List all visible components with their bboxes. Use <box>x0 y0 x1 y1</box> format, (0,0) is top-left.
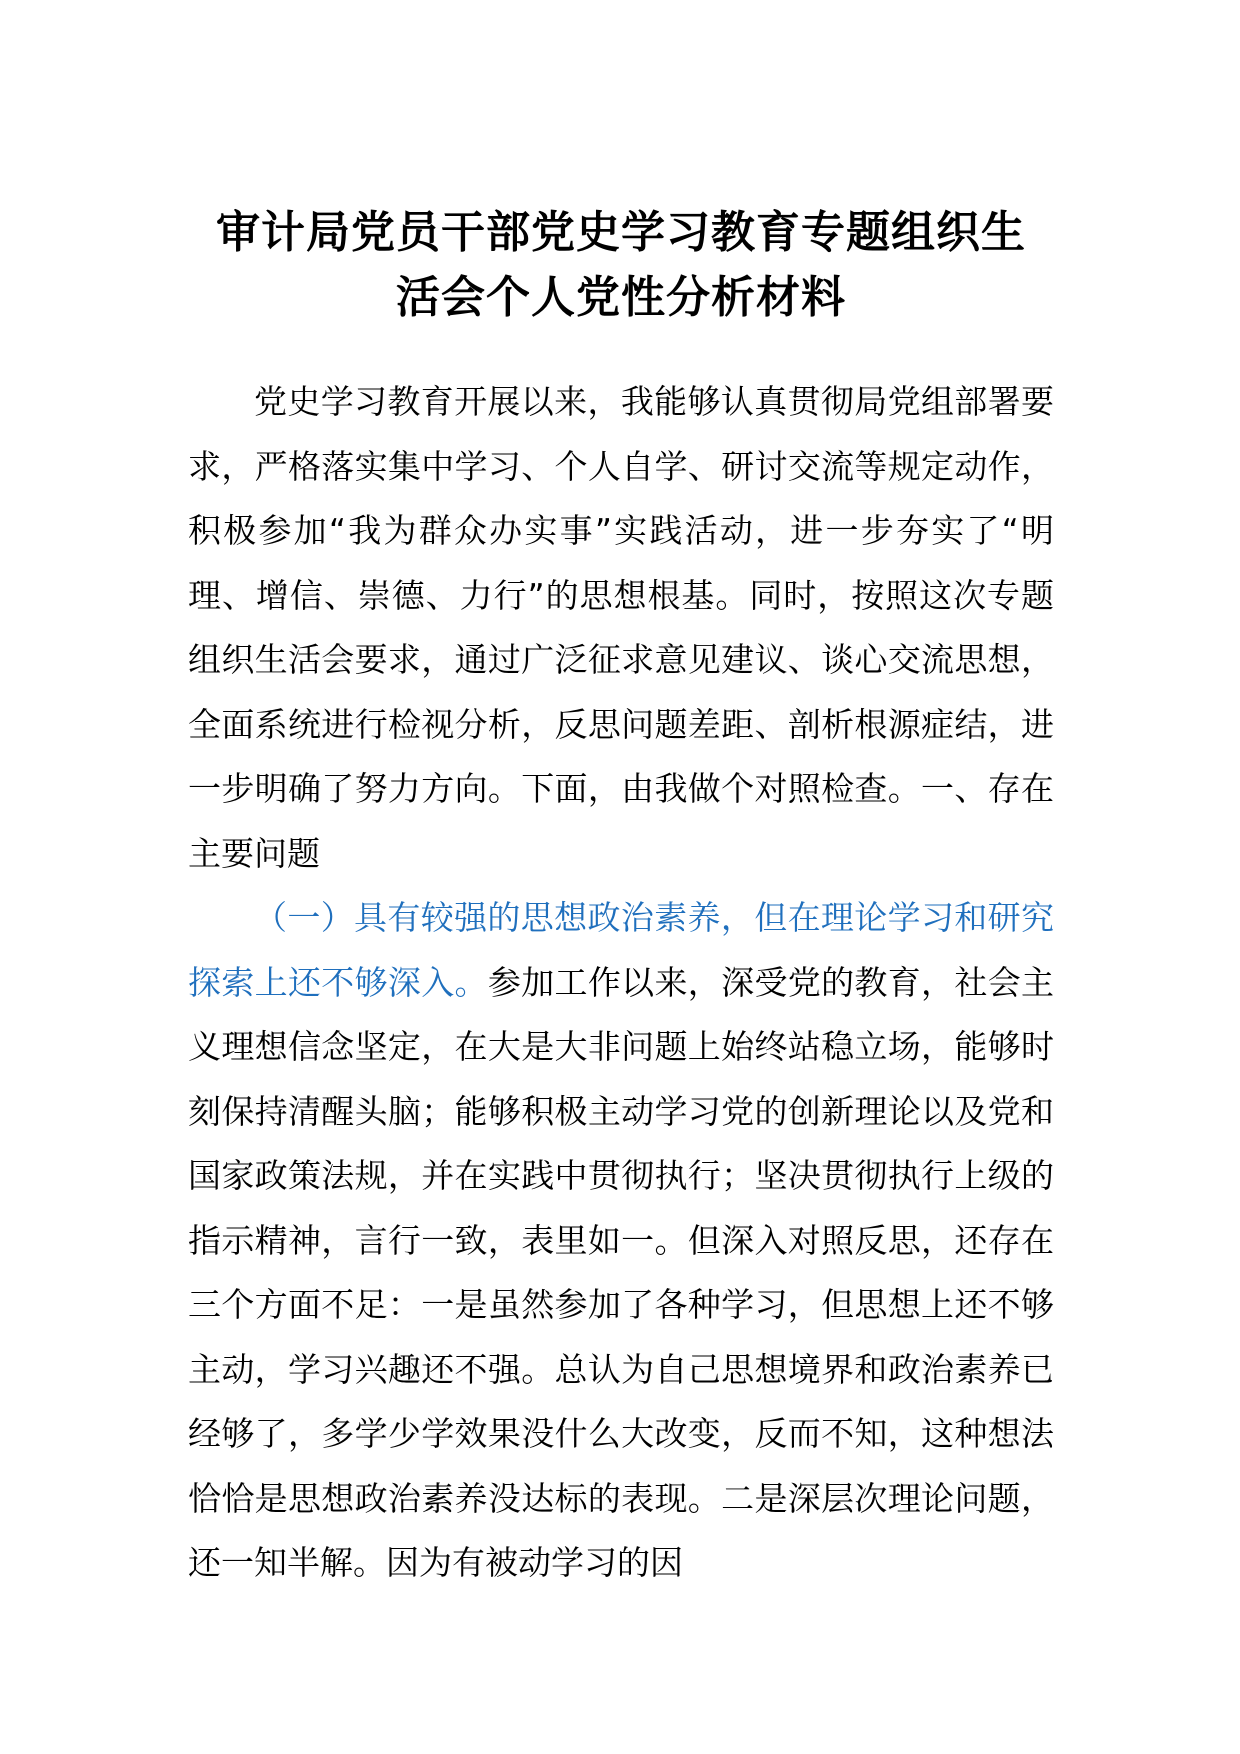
section-body-1: 参加工作以来，深受党的教育，社会主义理想信念坚定，在大是大非问题上始终站稳立场，能够时刻保持清醒头脑；能够积极主动学习党的创新理论以及党和国家政策法规，并在实践中贯彻执行；坚决贯彻执行上级的指示精神，言行一致，表里如一。但深入对照反思，还存在三个方面不足：一是虽然参加了各种学习，但思想上还不够主动，学习兴趣还不强。总认为自己思想境界和政治素养已经够了，多学少学效果没什么大改变，反而不知，这种想法恰恰是思想政治素养没达标的表现。二是深层次理论问题，还一知半解。因为有被动学习的因 <box>188 962 1055 1582</box>
title-line-2: 活会个人党性分析材料 <box>396 272 846 323</box>
title-line-1: 审计局党员干部党史学习教育专题组织生 <box>216 207 1026 258</box>
section-paragraph <box>188 886 1054 1596</box>
document-body <box>188 370 1054 1596</box>
intro-paragraph: 党史学习教育开展以来，我能够认真贯彻局党组部署要求，严格落实集中学习、个人自学、研讨交流等规定动作，积极参加“我为群众办实事”实践活动，进一步夯实了“明理、增信、崇德、力行”的思想根基。同时，按照这次专题组织生活会要求，通过广泛征求意见建议、谈心交流思想，全面系统进行检视分析，反思问题差距、剖析根源症结，进一步明确了努力方向。下面，由我做个对照检查。一、存在主要问题 <box>188 382 1054 873</box>
document-title <box>188 200 1054 330</box>
document-page <box>188 200 1054 1596</box>
section-heading-1: （一）具有较强的思想政治素养，但在理论学习和研究探索上还不够深入。 <box>188 898 1054 1002</box>
